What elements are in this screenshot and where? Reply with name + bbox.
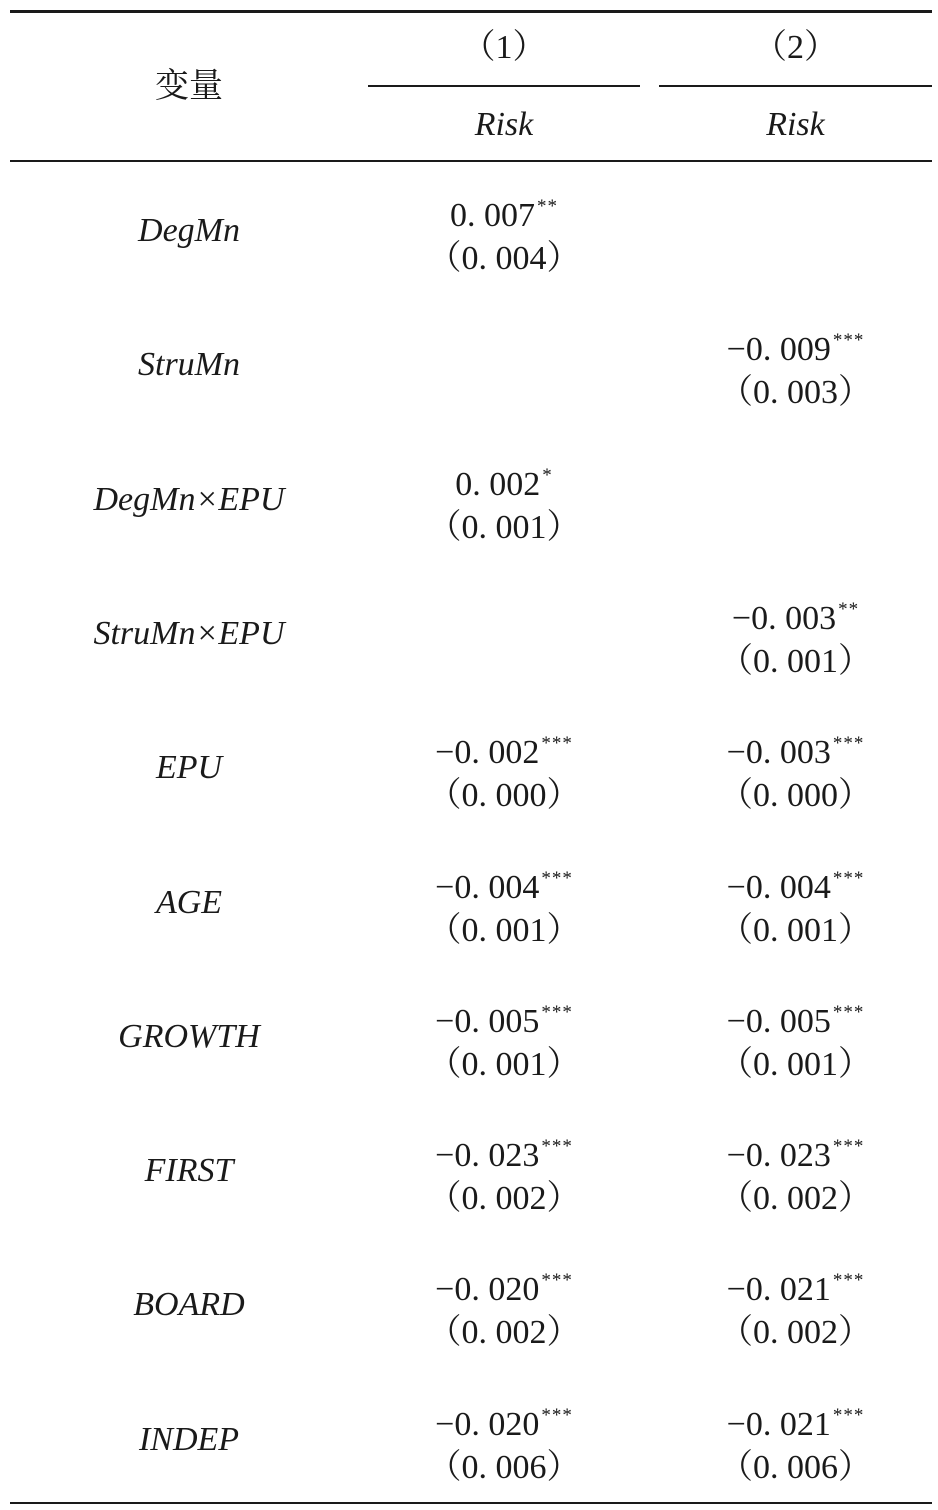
- standard-error: （0. 001）: [427, 508, 581, 546]
- coefficient-value: −0. 021: [726, 1405, 831, 1443]
- table-row: [10, 1104, 932, 1238]
- significance-stars: ***: [832, 733, 865, 755]
- significance-stars: ***: [541, 1001, 573, 1023]
- coefficient-line: [368, 451, 640, 501]
- coefficient-cell-col2: [659, 1256, 932, 1360]
- variable-name: FIRST: [144, 1152, 234, 1190]
- coefficient-cell-col2: [659, 585, 932, 689]
- standard-error: [659, 232, 932, 286]
- variable-name: StruMn×EPU: [93, 614, 285, 652]
- coefficient-cell-col1: [368, 719, 640, 823]
- coefficient-cell-col1: [368, 585, 640, 689]
- coefficient-cell-col2: [659, 988, 932, 1092]
- significance-stars: *: [542, 464, 553, 486]
- coefficient-line: [368, 719, 640, 772]
- coefficient-cell-col1: [368, 1391, 640, 1495]
- coefficient-cell-col1: [368, 1122, 640, 1226]
- significance-stars: ***: [541, 1270, 573, 1292]
- variable-column-header: 变量: [155, 66, 223, 106]
- variable-name: EPU: [155, 749, 223, 787]
- standard-error: （0. 002）: [719, 1180, 872, 1218]
- variable-name: DegMn: [138, 212, 240, 249]
- standard-error: （0. 000）: [427, 777, 581, 815]
- significance-stars: ***: [832, 1270, 865, 1292]
- coefficient-value: −0. 003: [731, 599, 837, 637]
- coefficient-cell-col2: [659, 854, 932, 958]
- coefficient-line: [659, 451, 932, 501]
- coefficient-line: [659, 316, 932, 369]
- coefficient-value: −0. 020: [435, 1271, 540, 1309]
- significance-stars: ***: [832, 1136, 865, 1158]
- standard-error: （0. 001）: [719, 1045, 872, 1083]
- standard-error: （0. 002）: [719, 1314, 872, 1352]
- table-row: [10, 433, 932, 567]
- coefficient-line: [659, 1391, 932, 1441]
- table-row: [10, 970, 932, 1104]
- coefficient-cell-col1: [368, 316, 640, 420]
- coefficient-value: −0. 005: [435, 1002, 540, 1040]
- standard-error: （0. 002）: [427, 1314, 581, 1352]
- standard-error: （0. 003）: [719, 374, 872, 412]
- coefficient-value: −0. 004: [726, 868, 831, 906]
- significance-stars: **: [537, 196, 558, 217]
- standard-error: （0. 001）: [719, 911, 872, 949]
- variable-name: BOARD: [133, 1286, 245, 1324]
- standard-error: （0. 001）: [427, 911, 581, 949]
- coefficient-cell-col2: [659, 451, 932, 555]
- significance-stars: ***: [832, 1404, 865, 1426]
- coefficient-value: −0. 023: [435, 1137, 540, 1175]
- coefficient-line: [368, 1256, 640, 1309]
- coefficient-line: [659, 1256, 932, 1309]
- table-row: [10, 298, 932, 432]
- table-row: [10, 567, 932, 701]
- table-top-rule: [10, 10, 932, 13]
- coefficient-cell-col1: [368, 854, 640, 958]
- header-bottom-rule: [10, 160, 932, 162]
- column-2-dependent-variable: Risk: [766, 106, 825, 143]
- coefficient-value: −0. 005: [726, 1002, 831, 1040]
- significance-stars: ***: [541, 1404, 573, 1426]
- table-row: [10, 1238, 932, 1372]
- coefficient-line: [368, 316, 640, 366]
- column-2-number: （2）: [753, 29, 838, 66]
- coefficient-line: [659, 585, 932, 635]
- table-row: [10, 164, 932, 298]
- coefficient-line: [368, 182, 640, 232]
- coefficient-line: [368, 988, 640, 1038]
- variable-name: GROWTH: [118, 1017, 260, 1055]
- standard-error: （0. 001）: [427, 1045, 581, 1083]
- column-1-number: （1）: [461, 29, 547, 66]
- significance-stars: ***: [832, 1001, 865, 1023]
- standard-error: （0. 006）: [719, 1448, 872, 1486]
- coefficient-line: [368, 1122, 640, 1175]
- coefficient-value: −0. 021: [726, 1271, 831, 1309]
- coefficient-line: [659, 719, 932, 772]
- table-row: [10, 836, 932, 970]
- variable-name: INDEP: [138, 1420, 240, 1458]
- standard-error: （0. 004）: [427, 240, 581, 277]
- significance-stars: **: [838, 598, 860, 620]
- coefficient-value: −0. 003: [726, 734, 831, 772]
- standard-error: [368, 366, 640, 420]
- coefficient-value: −0. 002: [435, 734, 540, 772]
- coefficient-value: −0. 004: [435, 868, 540, 906]
- coefficient-value: −0. 020: [435, 1405, 540, 1443]
- significance-stars: ***: [541, 867, 573, 889]
- variable-name: DegMn×EPU: [93, 480, 285, 518]
- coefficient-cell-col1: [368, 1256, 640, 1360]
- coefficient-value: −0. 023: [726, 1137, 831, 1175]
- column-1-dependent-variable: Risk: [474, 106, 534, 143]
- coefficient-line: [368, 585, 640, 635]
- coefficient-line: [368, 854, 640, 904]
- column-1-underline: [368, 85, 640, 87]
- standard-error: （0. 001）: [719, 642, 872, 680]
- coefficient-cell-col2: [659, 182, 932, 286]
- table-row: [10, 701, 932, 835]
- standard-error: （0. 002）: [427, 1180, 581, 1218]
- column-2-underline: [659, 85, 932, 87]
- coefficient-line: [659, 1122, 932, 1175]
- variable-name: AGE: [155, 883, 223, 921]
- coefficient-line: [659, 854, 932, 904]
- coefficient-cell-col2: [659, 1391, 932, 1495]
- coefficient-cell-col1: [368, 182, 640, 286]
- table-bottom-rule: [10, 1502, 932, 1504]
- standard-error: [368, 635, 640, 689]
- significance-stars: ***: [541, 1136, 573, 1158]
- coefficient-line: [659, 988, 932, 1038]
- coefficient-cell-col2: [659, 316, 932, 420]
- variable-name: StruMn: [138, 346, 240, 384]
- standard-error: （0. 006）: [427, 1448, 581, 1486]
- coefficient-cell-col2: [659, 719, 932, 823]
- coefficient-cell-col2: [659, 1122, 932, 1226]
- standard-error: （0. 000）: [719, 777, 872, 815]
- standard-error: [659, 501, 932, 555]
- coefficient-value: −0. 009: [726, 331, 831, 369]
- coefficient-cell-col1: [368, 451, 640, 555]
- coefficient-value: 0. 007: [450, 197, 535, 234]
- coefficient-line: [659, 182, 932, 232]
- coefficient-cell-col1: [368, 988, 640, 1092]
- table-row: [10, 1373, 932, 1507]
- coefficient-line: [368, 1391, 640, 1441]
- significance-stars: ***: [541, 733, 573, 755]
- significance-stars: ***: [832, 330, 865, 352]
- coefficient-value: 0. 002: [455, 465, 541, 503]
- significance-stars: ***: [832, 867, 865, 889]
